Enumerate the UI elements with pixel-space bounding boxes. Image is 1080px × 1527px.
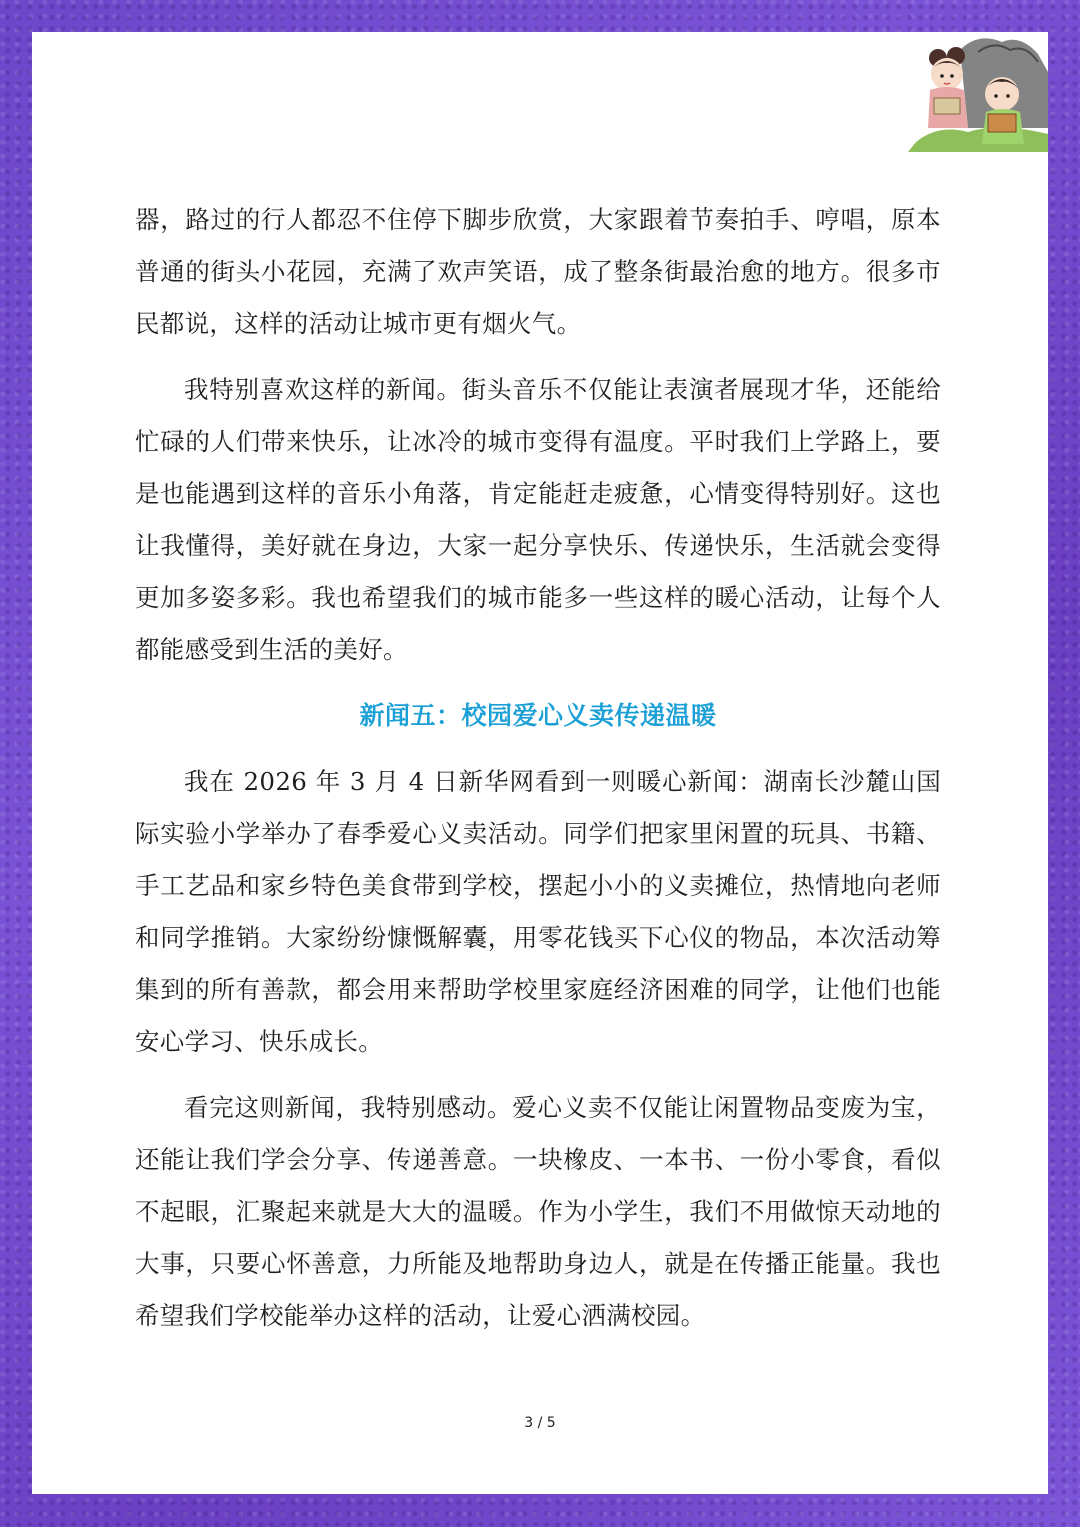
document-body	[135, 194, 941, 1342]
paragraph: 器，路过的行人都忍不住停下脚步欣赏，大家跟着节奏拍手、哼唱，原本普通的街头小花园，充满了欢声笑语，成了整条街最治愈的地方。很多市民都说，这样的活动让城市更有烟火气。	[135, 205, 941, 338]
paragraph: 我特别喜欢这样的新闻。街头音乐不仅能让表演者展现才华，还能给忙碌的人们带来快乐，让冰冷的城市变得有温度。平时我们上学路上，要是也能遇到这样的音乐小角落，肯定能赶走疲惫，心情变得特别好。这也让我懂得，美好就在身边，大家一起分享快乐、传递快乐，生活就会变得更加多姿多彩。我也希望我们的城市能多一些这样的暖心活动，让每个人都能感受到生活的美好。	[135, 375, 941, 664]
section-heading: 新闻五：校园爱心义卖传递温暖	[359, 701, 717, 730]
document-page	[32, 32, 1048, 1494]
reading-children-illustration-icon	[898, 32, 1048, 152]
page-number: 3 / 5	[524, 1415, 556, 1431]
paragraph: 我在 2026 年 3 月 4 日新华网看到一则暖心新闻：湖南长沙麓山国际实验小学举办了春季爱心义卖活动。同学们把家里闲置的玩具、书籍、手工艺品和家乡特色美食带到学校，摆起小小的义卖摊位，热情地向老师和同学推销。大家纷纷慷慨解囊，用零花钱买下心仪的物品，本次活动筹集到的所有善款，都会用来帮助学校里家庭经济困难的同学，让他们也能安心学习、快乐成长。	[135, 767, 941, 1056]
paragraph: 看完这则新闻，我特别感动。爱心义卖不仅能让闲置物品变废为宝，还能让我们学会分享、传递善意。一块橡皮、一本书、一份小零食，看似不起眼，汇聚起来就是大大的温暖。作为小学生，我们不用做惊天动地的大事，只要心怀善意，力所能及地帮助身边人，就是在传播正能量。我也希望我们学校能举办这样的活动，让爱心洒满校园。	[135, 1093, 941, 1330]
